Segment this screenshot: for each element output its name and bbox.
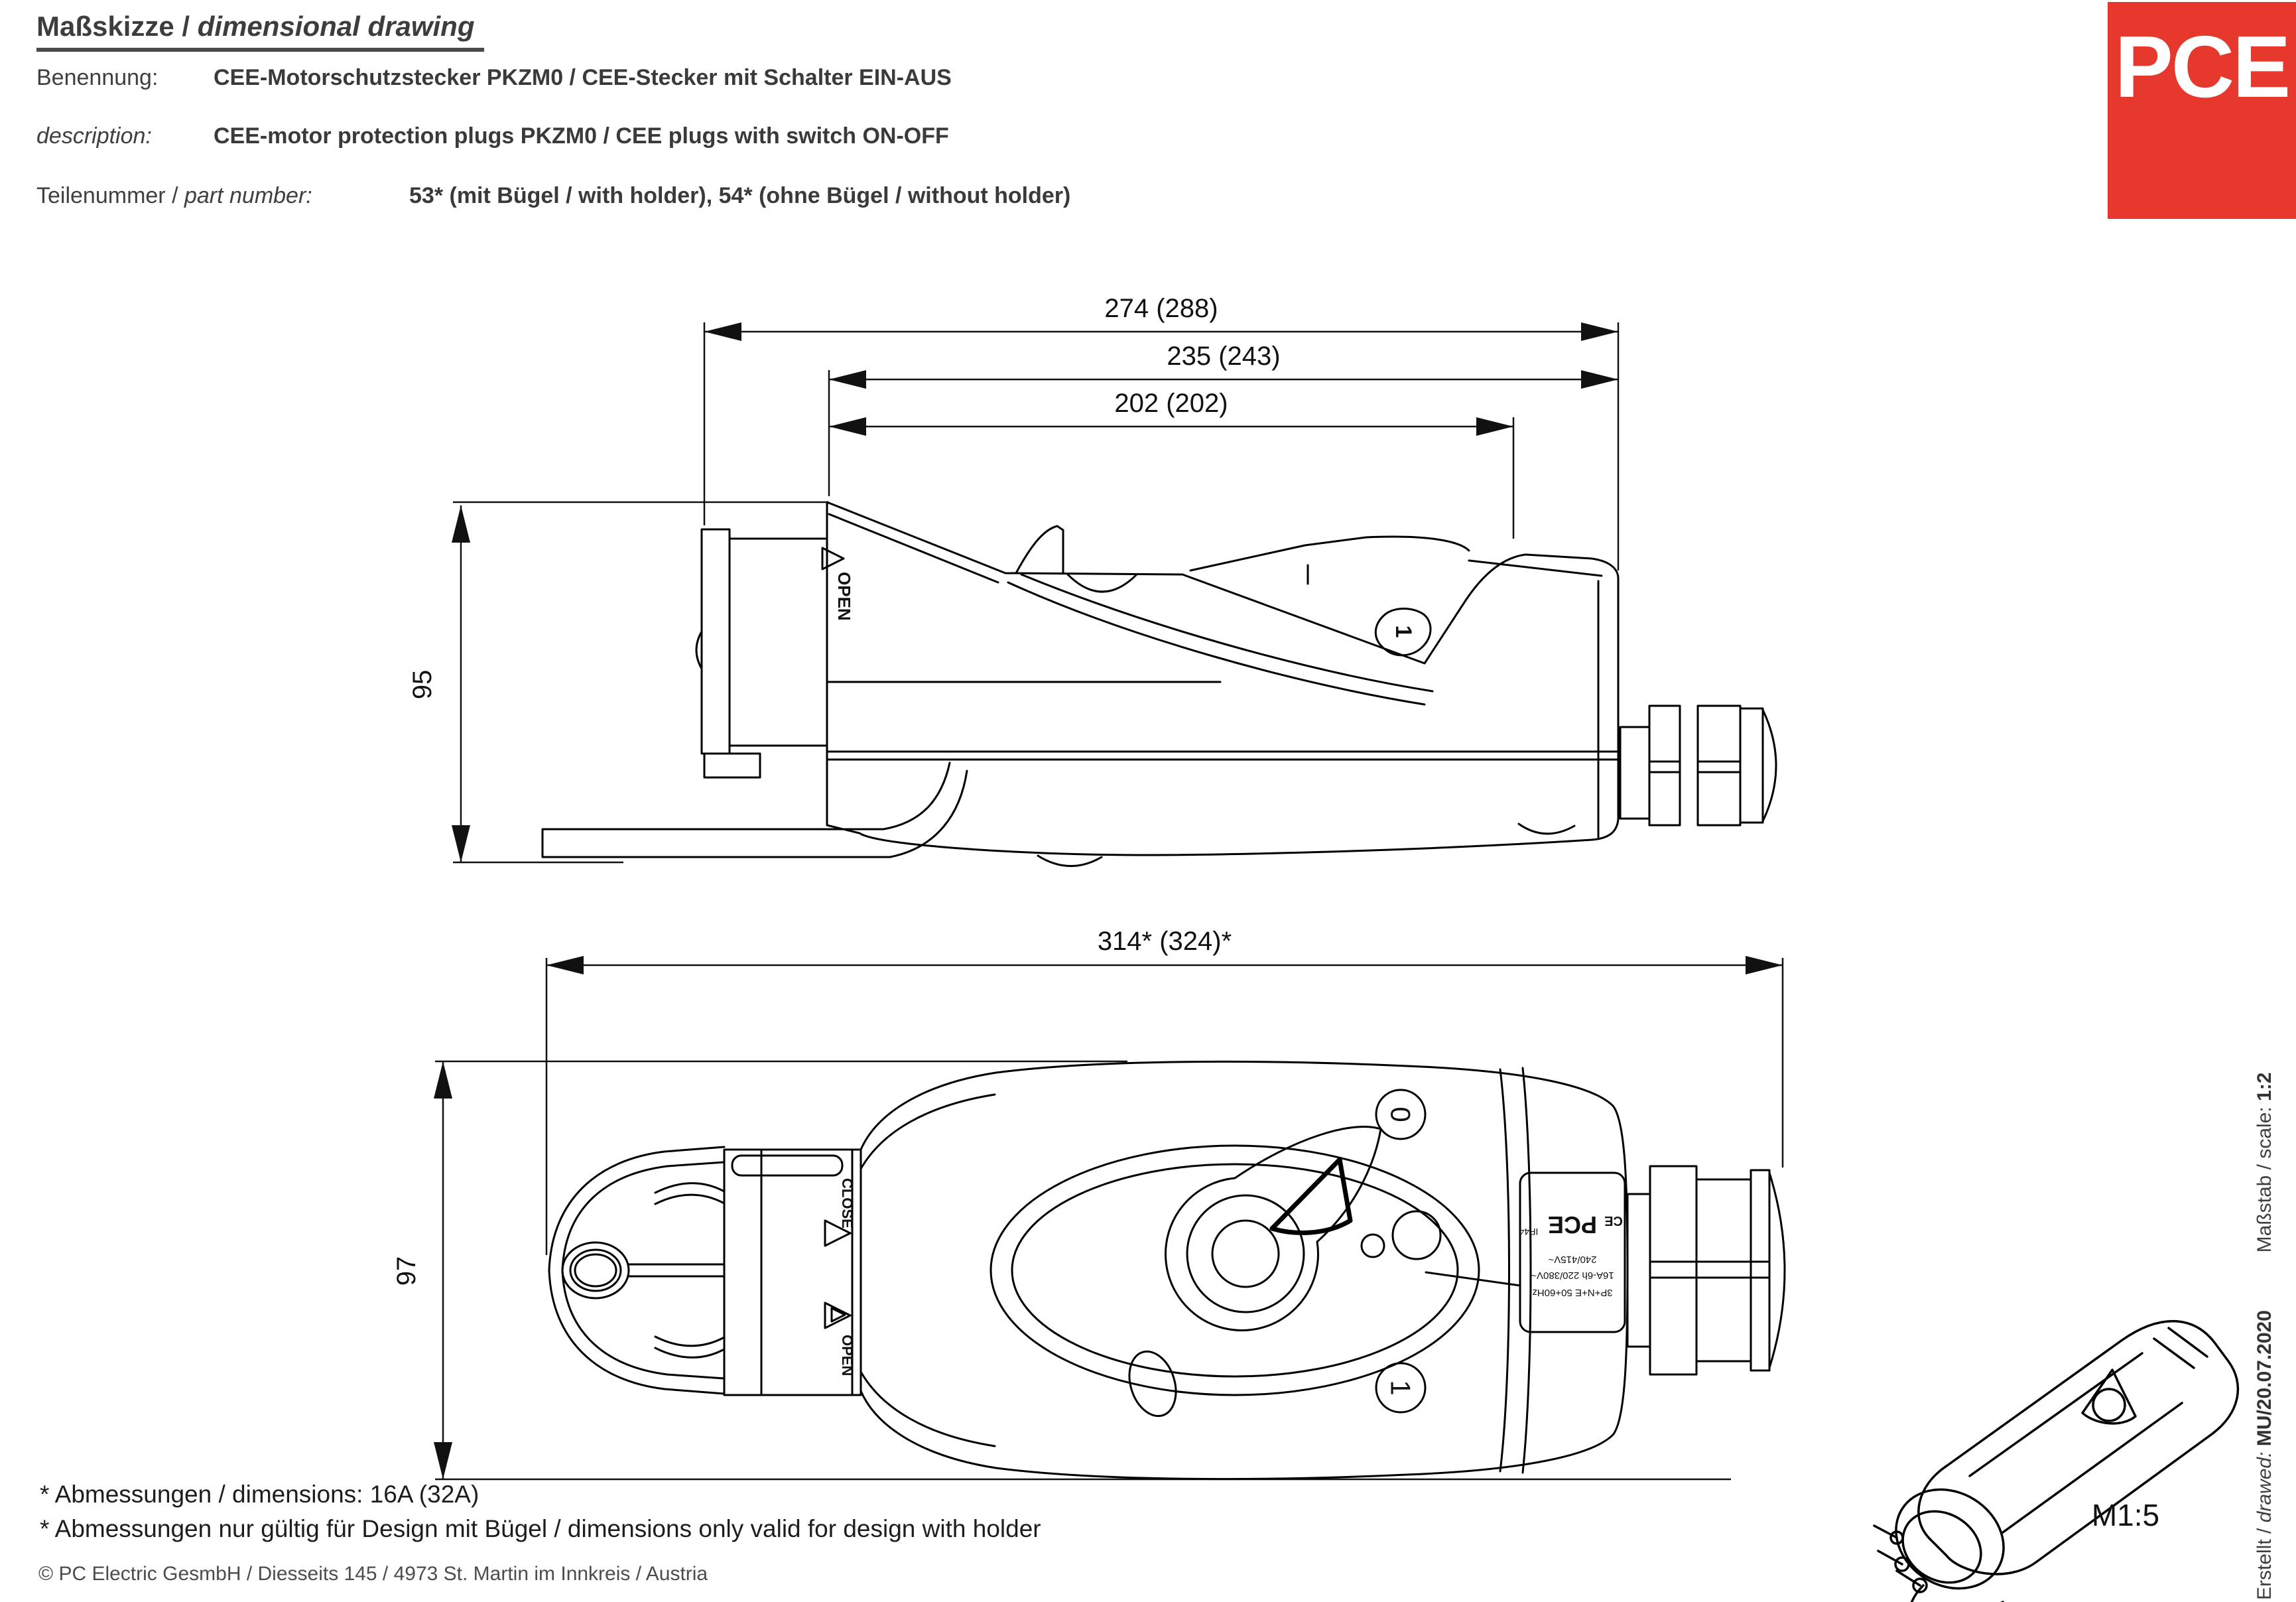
scale-value: 1:2 (2254, 1072, 2275, 1101)
open-label-side: OPEN (834, 572, 854, 621)
rating-line-3: 240/415V~ (1548, 1254, 1597, 1265)
dim-height-top: 97 (392, 1256, 421, 1286)
created-label-en: drawed: (2254, 1451, 2275, 1523)
dim-body: 235 (243) (1167, 342, 1281, 371)
rating-line-2: 16A-6h 220/380V~ (1531, 1270, 1614, 1281)
side-switch-mark: 1 (1391, 625, 1416, 638)
fin (1016, 526, 1063, 573)
pce-logo-text: PCE (2114, 18, 2289, 115)
body-outline (827, 502, 1618, 855)
close-label: CLOSE (839, 1178, 856, 1229)
title-en: dimensional drawing (197, 11, 475, 42)
dim-front: 202 (202) (1114, 389, 1228, 418)
top-body-outline (861, 1061, 1627, 1479)
top-view-texts (839, 1106, 1623, 1395)
dimension-texts (392, 294, 1281, 1286)
side-view (542, 502, 1776, 866)
part-number-value: 53* (mit Bügel / with holder), 54* (ohne Bügel / without holder) (409, 183, 1071, 208)
drawing-meta-note (2254, 1073, 2276, 1600)
dim-height-side: 95 (408, 669, 437, 700)
holder-eyelet (562, 1242, 629, 1298)
rating-label (1520, 1173, 1625, 1332)
copyright-line: © PC Electric GesmbH / Diesseits 145 / 4973 St. Martin im Innkreis / Austria (38, 1563, 708, 1585)
created-label: Erstellt / (2254, 1522, 2275, 1600)
rating-ce: CE (1604, 1213, 1623, 1228)
plug-flange (702, 529, 730, 754)
description-label: description: (36, 123, 152, 149)
thumbnail-scale: M1:5 (2091, 1498, 2160, 1532)
dim-total-length: 314* (324)* (1097, 927, 1232, 956)
footnote-holder: * Abmessungen nur gültig für Design mit Bügel / dimensions only valid for design with holder (40, 1515, 1041, 1542)
switch-off-mark: 0 (1385, 1106, 1417, 1122)
created-value: MU/20.07.2020 (2254, 1310, 2275, 1447)
description-value: CEE-motor protection plugs PKZM0 / CEE plugs with switch ON-OFF (214, 123, 949, 149)
part-label-de: Teilenummer / (36, 183, 184, 208)
benennung-label: Benennung: (36, 65, 159, 90)
warning-triangle-icon (822, 548, 844, 569)
switch-on-mark: 1 (1385, 1380, 1417, 1396)
scale-label: Maßstab / scale: (2254, 1106, 2275, 1253)
benennung-value: CEE-Motorschutzstecker PKZM0 / CEE-Stecker mit Schalter EIN-AUS (214, 65, 952, 90)
thumbnail-3d-view (1874, 1321, 2238, 1602)
title-de: Maßskizze (36, 11, 174, 42)
dim-overall: 274 (288) (1104, 294, 1218, 323)
rating-label-text (1519, 1211, 1623, 1298)
cable-gland-top (1627, 1166, 1785, 1374)
cable-gland-side (1620, 706, 1776, 825)
holder-bar (542, 829, 890, 857)
footnote-dimensions: * Abmessungen / dimensions: 16A (32A) (40, 1481, 479, 1508)
dimension-lines (435, 322, 1783, 1479)
plug-sleeve (730, 539, 827, 746)
open-warning-triangle-icon (825, 1303, 850, 1328)
page-title: Maßskizze / dimensional drawing (36, 11, 484, 52)
rating-brand: PCE (1547, 1211, 1598, 1238)
dimension-arrowheads (434, 322, 1783, 1479)
rating-ip: IP44 (1519, 1227, 1539, 1237)
open-label-top: OPEN (839, 1335, 856, 1376)
rating-line-1: 3P+N+E 50+60Hz (1532, 1287, 1613, 1298)
part-label-en: part number: (184, 183, 312, 208)
